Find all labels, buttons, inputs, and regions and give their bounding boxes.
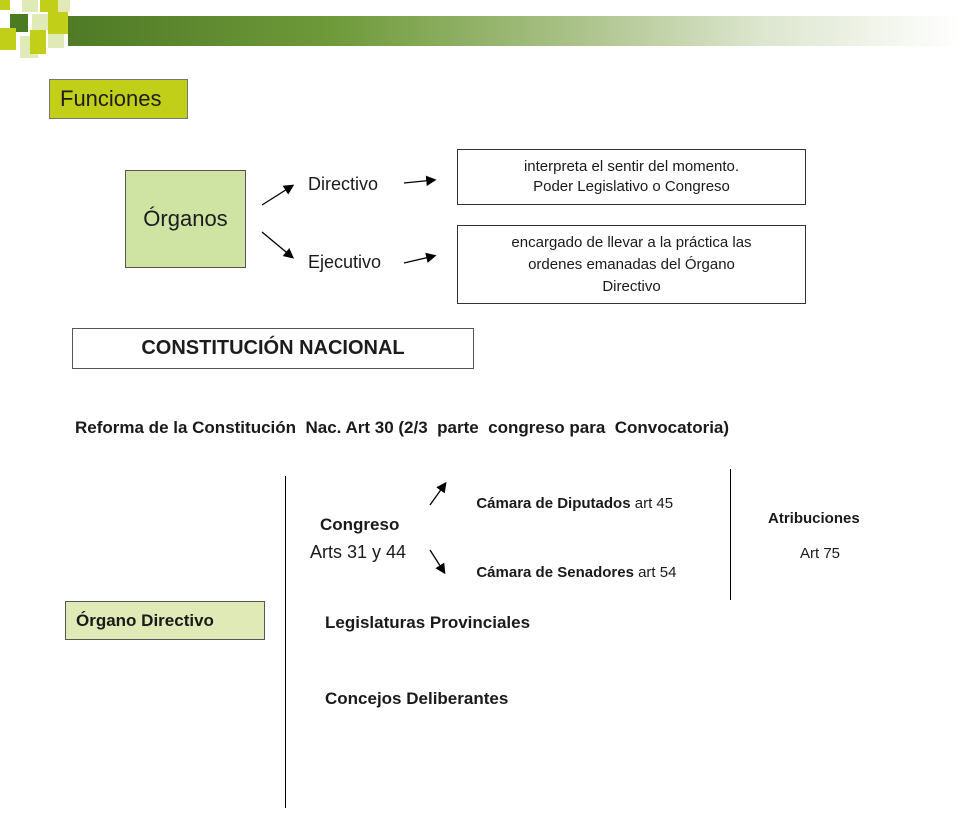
arrow-ejecutivo-desc <box>404 256 434 263</box>
congreso-arts-label: Arts 31 y 44 <box>310 542 407 562</box>
page-title: Funciones <box>49 79 188 119</box>
arrow-organos-ejecutivo <box>262 232 292 257</box>
camara-senadores-art: art 54 <box>633 564 677 581</box>
camara-diputados-label: Cámara de Diputados <box>476 495 631 512</box>
ejecutivo-desc-line-1: encargado de llevar a la práctica las <box>511 233 752 251</box>
directivo-desc-line-2: Poder Legislativo o Congreso <box>533 178 730 195</box>
arrow-congreso-senadores <box>430 550 444 572</box>
ejecutivo-desc-line-3: Directivo <box>602 277 661 295</box>
camara-diputados-art: art 45 <box>630 495 674 512</box>
atribuciones-art: Art 75 <box>800 545 841 562</box>
arrow-congreso-diputados <box>430 484 445 505</box>
directivo-desc-line-1: interpreta el sentir del momento. <box>523 158 740 175</box>
ejecutivo-label: Ejecutivo <box>308 252 382 272</box>
ejecutivo-desc-line-2: ordenes emanadas del Órgano <box>528 255 735 273</box>
congreso-label: Congreso <box>320 515 400 534</box>
organos-box: Órganos <box>125 170 246 268</box>
arrow-directivo-desc <box>404 180 434 183</box>
concejos-label: Concejos Deliberantes <box>325 689 509 708</box>
reforma-text: Reforma de la Constitución Nac. Art 30 (2/3 parte congreso para Convocatoria) <box>75 418 730 437</box>
organo-directivo-box: Órgano Directivo <box>65 601 265 640</box>
constitucion-heading: CONSTITUCIÓN NACIONAL <box>72 328 474 369</box>
camara-senadores-label: Cámara de Senadores <box>476 564 634 581</box>
atribuciones-label: Atribuciones <box>768 510 860 527</box>
legislaturas-label: Legislaturas Provinciales <box>325 613 531 632</box>
directivo-label: Directivo <box>308 174 379 194</box>
arrow-organos-directivo <box>262 186 292 205</box>
